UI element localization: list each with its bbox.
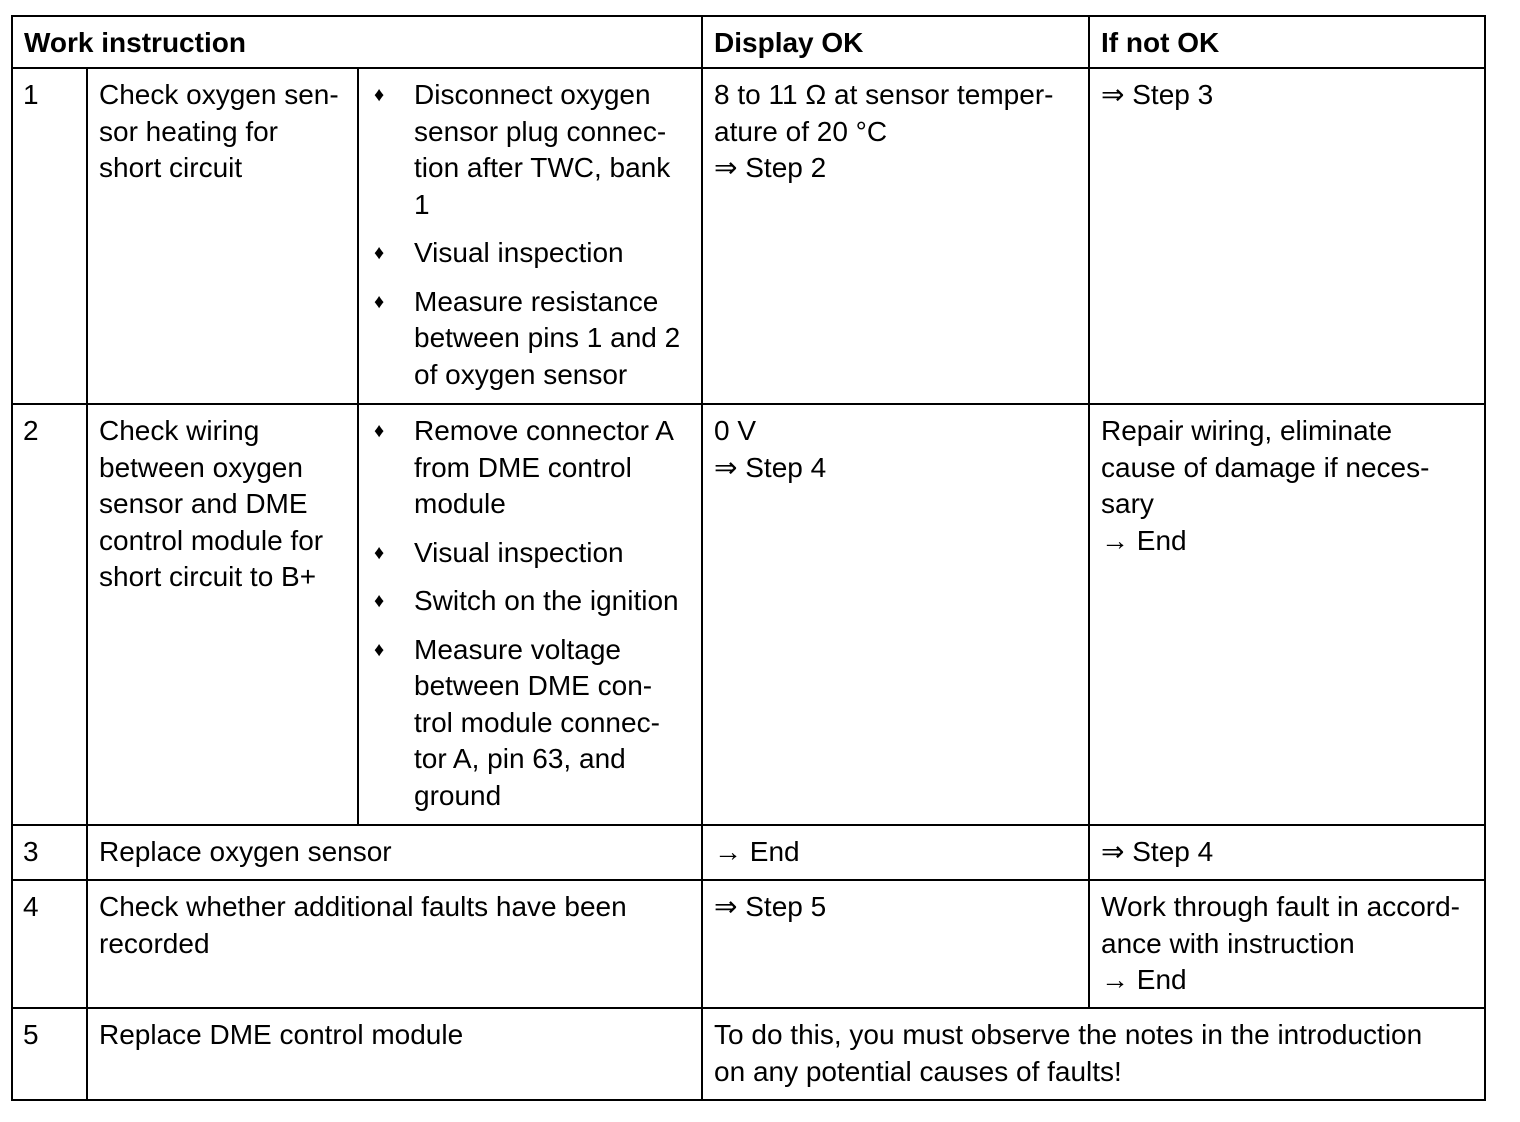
step-text: of oxygen sensor xyxy=(414,358,628,390)
task-text: Replace DME control module xyxy=(99,1019,464,1050)
if-not-ok-text: ance with instruction xyxy=(1101,927,1355,959)
task-text: short circuit xyxy=(99,152,243,183)
note-text: To do this, you must observe the notes in the introduction xyxy=(714,1019,1423,1050)
header-if-not-ok: If not OK xyxy=(1089,16,1485,68)
step-text: sensor plug connec- xyxy=(414,115,667,147)
task-text: Check whether additional faults have been xyxy=(99,891,627,922)
display-ok-cell xyxy=(702,68,1089,404)
task-text: control module for xyxy=(99,524,324,556)
if-not-ok-text: Work through fault in accord- xyxy=(1101,891,1460,922)
display-ok-text: ature of 20 °C xyxy=(714,115,888,147)
task-text: between oxygen xyxy=(99,451,303,483)
procedure-step xyxy=(370,583,691,620)
step-text: between DME con- xyxy=(414,670,653,701)
procedure-step xyxy=(370,77,691,223)
step-text: Visual inspection xyxy=(414,536,624,568)
display-ok-text: ⇒ Step 5 xyxy=(714,891,827,922)
task-text: short circuit to B+ xyxy=(99,561,317,592)
procedure-cell xyxy=(358,68,702,404)
step-text: module xyxy=(414,488,506,519)
step-number: 5 xyxy=(12,1008,87,1100)
display-ok-cell xyxy=(702,825,1089,880)
diamond-bullet-icon: ♦ xyxy=(374,242,385,264)
if-not-ok-cell xyxy=(1089,825,1485,880)
if-not-ok-text: ⇒ Step 3 xyxy=(1101,79,1214,110)
step-text: Measure voltage xyxy=(414,633,622,665)
display-ok-text: → End xyxy=(714,836,800,867)
display-ok-text: ⇒ Step 4 xyxy=(714,451,827,483)
if-not-ok-cell xyxy=(1089,404,1485,825)
task-text: sor heating for xyxy=(99,115,278,147)
if-not-ok-text: sary xyxy=(1101,488,1154,519)
task-cell xyxy=(87,1008,702,1100)
step-text: tion after TWC, bank xyxy=(414,152,671,183)
step-text: Visual inspection xyxy=(414,237,624,268)
header-display-ok: Display OK xyxy=(702,16,1089,68)
step-text: Measure resistance xyxy=(414,285,659,317)
task-cell xyxy=(87,825,702,880)
step-number: 3 xyxy=(12,825,87,880)
step-text: Disconnect oxygen xyxy=(414,79,651,110)
table-row xyxy=(12,880,1485,1008)
display-ok-text: 8 to 11 Ω at sensor temper- xyxy=(714,79,1054,110)
procedure-cell xyxy=(358,404,702,825)
task-cell xyxy=(87,404,358,825)
display-ok-cell xyxy=(702,880,1089,1008)
task-text: Replace oxygen sensor xyxy=(99,836,392,867)
if-not-ok-text: Repair wiring, eliminate xyxy=(1101,415,1393,446)
task-text: sensor and DME xyxy=(99,488,308,519)
procedure-step xyxy=(370,632,691,815)
table-header-row xyxy=(12,16,1485,68)
step-text: Remove connector A xyxy=(414,415,674,446)
step-number: 2 xyxy=(12,404,87,825)
table-row xyxy=(12,404,1485,825)
diamond-bullet-icon: ♦ xyxy=(374,290,385,313)
note-cell xyxy=(702,1008,1485,1100)
table-row xyxy=(12,825,1485,880)
diamond-bullet-icon: ♦ xyxy=(374,541,385,564)
task-cell xyxy=(87,68,358,404)
procedure-step xyxy=(370,535,691,572)
step-number: 4 xyxy=(12,880,87,1008)
procedure-step xyxy=(370,284,691,394)
diamond-bullet-icon: ♦ xyxy=(374,638,385,661)
step-text: tor A, pin 63, and xyxy=(414,743,626,774)
if-not-ok-text: ⇒ Step 4 xyxy=(1101,836,1214,867)
step-text: between pins 1 and 2 xyxy=(414,322,681,353)
if-not-ok-cell xyxy=(1089,880,1485,1008)
step-text: trol module connec- xyxy=(414,706,660,738)
display-ok-cell xyxy=(702,404,1089,825)
step-number: 1 xyxy=(12,68,87,404)
note-text: on any potential causes of faults! xyxy=(714,1055,1122,1087)
step-text: ground xyxy=(414,779,502,811)
if-not-ok-text: → End xyxy=(1101,524,1187,556)
diamond-bullet-icon: ♦ xyxy=(374,84,385,106)
display-ok-text: 0 V xyxy=(714,415,757,446)
step-text: from DME control xyxy=(414,451,632,483)
step-text: Switch on the ignition xyxy=(414,585,679,616)
procedure-step xyxy=(370,235,691,272)
procedure-step xyxy=(370,413,691,523)
diamond-bullet-icon: ♦ xyxy=(374,420,385,442)
table-row xyxy=(12,1008,1485,1100)
table-row xyxy=(12,68,1485,404)
task-cell xyxy=(87,880,702,1008)
task-text: recorded xyxy=(99,927,210,959)
task-text: Check wiring xyxy=(99,415,260,446)
task-text: Check oxygen sen- xyxy=(99,79,339,110)
if-not-ok-cell xyxy=(1089,68,1485,404)
if-not-ok-text: → End xyxy=(1101,964,1187,995)
header-work-instruction: Work instruction xyxy=(12,16,702,68)
diamond-bullet-icon: ♦ xyxy=(374,590,385,612)
if-not-ok-text: cause of damage if neces- xyxy=(1101,451,1430,483)
step-text: 1 xyxy=(414,188,430,220)
work-instruction-table xyxy=(11,15,1486,1101)
display-ok-text: ⇒ Step 2 xyxy=(714,152,827,183)
